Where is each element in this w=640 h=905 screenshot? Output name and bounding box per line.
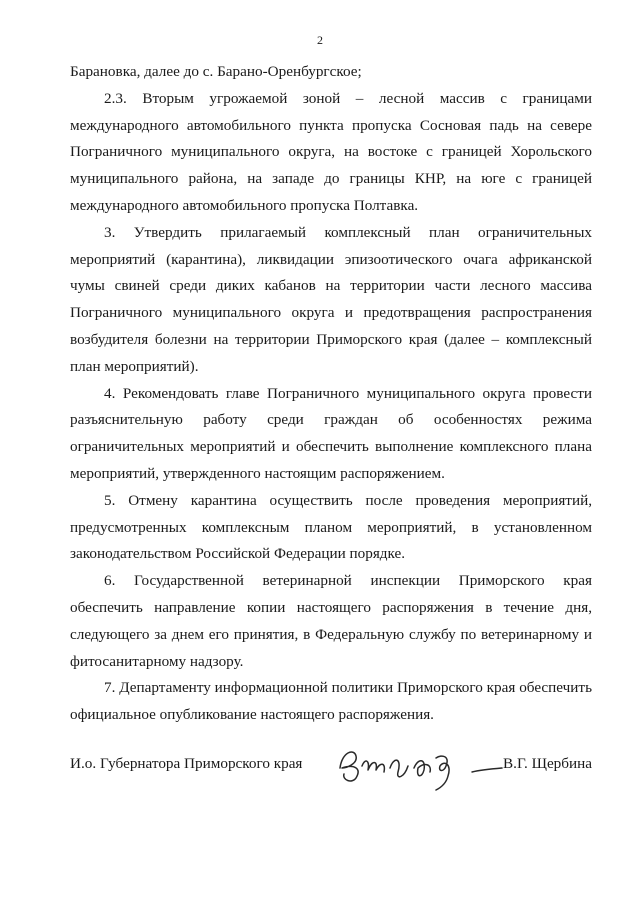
text-line: разъяснительную работу среди граждан об особенностях режима [70, 411, 592, 429]
text-line: международного автомобильного пропуска Полтавка. [70, 196, 419, 214]
paragraph-intro-continuation [70, 59, 592, 86]
text-line: муниципального района, на западе до границы КНР, на юге с границей [70, 170, 592, 188]
text-line: 4. Рекомендовать главе Пограничного муниципального округа провести [104, 384, 592, 402]
paragraph-clause-6 [70, 568, 592, 675]
text-line: обеспечить направление копии настоящего распоряжения в течение дня, [70, 598, 592, 616]
text-line: законодательством Российской Федерации порядке. [70, 545, 406, 563]
text-line: 5. Отмену карантина осуществить после проведения мероприятий, [104, 491, 592, 509]
text-line: 3. Утвердить прилагаемый комплексный план ограничительных [104, 223, 592, 241]
text-line: Барановка, далее до с. Барано-Оренбургское; [70, 63, 362, 80]
signatory-position: И.о. Губернатора Приморского края [70, 755, 303, 772]
text-line: мероприятий, утвержденного настоящим распоряжением. [70, 464, 445, 482]
paragraph-clause-5 [70, 488, 592, 568]
paragraph-clause-2-3 [70, 86, 592, 220]
text-line: официальное опубликование настоящего распоряжения. [70, 706, 434, 724]
text-line: возбудителя болезни на территории Приморского края (далее – комплексный [70, 330, 592, 348]
paragraph-clause-3 [70, 220, 592, 381]
paragraph-clause-7 [70, 675, 592, 729]
text-line: фитосанитарному надзору. [70, 652, 244, 670]
text-line: план мероприятий). [70, 357, 199, 375]
text-line: предусмотренных комплексным планом мероприятий, в установленном [70, 518, 592, 536]
text-line: мероприятий (карантина), ликвидации эпизоотического очага африканской [70, 250, 592, 268]
text-line: чумы свиней среди диких кабанов на территории части лесного массива [70, 277, 592, 295]
text-line: международного автомобильного пункта пропуска Сосновая падь на севере [70, 116, 592, 134]
text-line: 2.3. Вторым угрожаемой зоной – лесной массив с границами [104, 89, 592, 107]
document-body [70, 59, 592, 729]
text-line: Пограничного муниципального округа, на востоке с границей Хорольского [70, 143, 592, 161]
signature-block [70, 750, 592, 790]
handwritten-signature-icon [332, 738, 512, 794]
text-line: 7. Департаменту информационной политики Приморского края обеспечить [104, 679, 592, 697]
signatory-name: В.Г. Щербина [503, 755, 592, 772]
text-line: 6. Государственной ветеринарной инспекции Приморского края [104, 572, 592, 590]
text-line: Пограничного муниципального округа и предотвращения распространения [70, 304, 592, 322]
page-number: 2 [317, 33, 323, 47]
paragraph-clause-4 [70, 381, 592, 488]
text-line: ограничительных мероприятий и обеспечить выполнение комплексного плана [70, 438, 592, 456]
text-line: следующего за днем его принятия, в Федеральную службу по ветеринарному и [70, 625, 592, 643]
